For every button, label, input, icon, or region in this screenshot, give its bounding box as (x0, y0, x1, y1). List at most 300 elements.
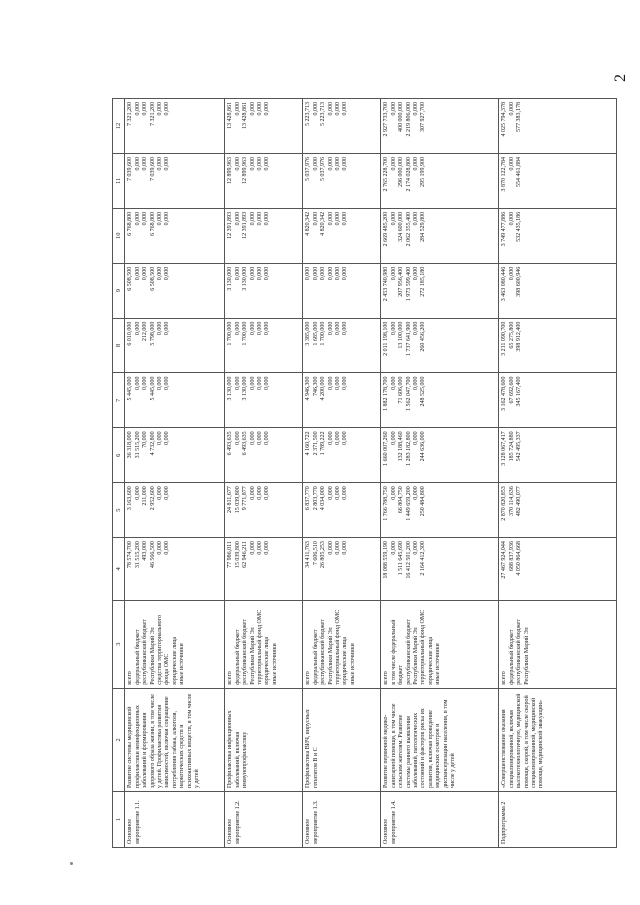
amount-value: 6 493,635 (227, 431, 234, 456)
funding-source-label: республиканский бюджет Республики Марий Эл (405, 619, 420, 685)
funding-source-label: иные источники (349, 643, 356, 685)
column-header: 2 (113, 688, 125, 791)
amount-cell (499, 99, 617, 154)
amount-value: 0,000 (164, 156, 171, 171)
amount-value: 6 493,635 (242, 431, 249, 456)
amount-value: 2 219 806,000 (405, 102, 412, 137)
amount-value: 0,000 (134, 102, 141, 116)
column-header: 10 (113, 208, 125, 263)
amount-value: 0,000 (249, 486, 256, 500)
amount-value: 542 495,337 (516, 431, 523, 462)
row-program-name: Развитие первичной медико-санитарной помощи, в том числе сельским жителям. Развитие системы раннего выявления заболеваний, патологических состояний и факторов риска их развития, включая проведение медицинских осмотров и диспансеризации населения, в том числе у детей (381, 688, 499, 791)
amount-value: 12 391,893 (242, 211, 249, 239)
funding-source-label: иные источники (435, 643, 442, 685)
row-status: Основное мероприятие 1.1. (125, 792, 225, 848)
amount-value: 0,000 (257, 486, 264, 500)
amount-value: 0,000 (312, 102, 319, 116)
amount-value: 0,000 (264, 431, 271, 445)
table-row (125, 99, 225, 848)
amount-value: 0,000 (335, 321, 342, 336)
amount-value: 0,000 (164, 102, 171, 116)
row-program-name: Профилактика инфекционных заболеваний, включая иммунопрофилактику (225, 688, 303, 791)
amount-value: 3 162 478,600 (501, 376, 508, 411)
amount-value: 0,000 (305, 266, 312, 281)
amount-value: 250 484,800 (420, 486, 427, 517)
amount-value: 0,000 (142, 211, 149, 226)
amount-value: 0,000 (335, 541, 342, 555)
amount-value: 0,000 (312, 156, 319, 171)
amount-value: 36 318,000 (127, 431, 134, 459)
table-body (125, 99, 617, 848)
amount-value: 0,000 (264, 266, 271, 281)
amount-value: 0,000 (134, 266, 141, 281)
amount-value: 295 199,900 (420, 156, 427, 187)
amount-value: 12 899,963 (242, 156, 249, 184)
amount-cell (303, 153, 381, 208)
amount-value: 16 412 501,200 (405, 541, 412, 579)
row-program-name: Развитие системы медицинской профилактики неинфекционных заболеваний и формирования здорового образа жизни, в том числе у детей. Профилактика развития зависимостей, включая сокращение потребления табака, алкоголя, наркотических средств и психоактивных веществ, в том числе у детей (125, 688, 225, 791)
amount-value: 4 820,342 (305, 211, 312, 236)
amount-value: 13 428,861 (242, 102, 249, 129)
funding-source-label: всего (501, 671, 508, 685)
funding-source-label: средства территориального фонда ОМС (157, 615, 171, 685)
amount-value: 0,000 (264, 211, 271, 226)
amount-value: 482 490,077 (516, 486, 523, 517)
amount-cell (381, 318, 499, 373)
amount-value: 207 956,400 (398, 266, 405, 297)
funding-source-label: всего (227, 671, 234, 685)
amount-value: 0,000 (164, 486, 171, 500)
amount-value: 31 515,200 (134, 431, 141, 459)
funding-source-label: всего (127, 671, 134, 685)
amount-value: 4 200,000 (320, 376, 327, 401)
amount-value: 746,300 (312, 376, 319, 396)
row-funding-sources (125, 600, 225, 688)
amount-value: 0,000 (327, 102, 334, 116)
amount-value: 0,000 (264, 102, 271, 116)
amount-value: 0,000 (413, 266, 420, 281)
amount-value: 0,000 (327, 156, 334, 171)
amount-value: 0,000 (335, 431, 342, 445)
amount-value: 0,000 (390, 102, 397, 116)
amount-value: 0,000 (134, 376, 141, 390)
amount-value: 244 636,000 (420, 431, 427, 462)
amount-value: 0,000 (390, 376, 397, 390)
amount-value: 0,000 (157, 102, 164, 116)
amount-value: 0,000 (234, 431, 241, 445)
amount-value: 0,000 (257, 431, 264, 445)
amount-value: 4 946,300 (305, 376, 312, 401)
amount-value: 5 037,976 (305, 156, 312, 181)
row-funding-sources (381, 600, 499, 688)
amount-value: 2 927 733,700 (383, 102, 390, 137)
amount-value: 0,000 (413, 156, 420, 171)
budget-table (112, 98, 617, 848)
funding-source-label: всего (305, 671, 312, 685)
amount-value: 0,000 (134, 486, 141, 500)
amount-value: 0,000 (157, 266, 164, 281)
amount-value: 0,000 (134, 321, 141, 336)
amount-value: 3 163,600 (127, 486, 134, 511)
amount-cell (225, 373, 303, 428)
amount-value: 7 321,200 (127, 102, 134, 126)
amount-value: 0,000 (335, 266, 342, 281)
amount-value: 0,000 (249, 266, 256, 281)
amount-value: 688 837,936 (508, 541, 515, 572)
amount-value: 554 461,884 (516, 156, 523, 187)
amount-cell (499, 208, 617, 263)
amount-value: 2 062 355,400 (405, 211, 412, 247)
amount-cell (225, 263, 303, 318)
amount-cell (381, 208, 499, 263)
amount-value: 0,000 (249, 102, 256, 116)
amount-value: 0,000 (157, 156, 164, 171)
amount-value: 0,000 (257, 376, 264, 390)
amount-cell (381, 99, 499, 154)
amount-value: 0,000 (164, 541, 171, 555)
amount-value: 3 385,000 (305, 321, 312, 346)
amount-value: 0,000 (335, 102, 342, 116)
amount-value: 0,000 (342, 431, 349, 445)
amount-value: 34 411,763 (305, 541, 312, 568)
amount-value: 0,000 (508, 156, 515, 171)
amount-value: 398 912,400 (516, 321, 523, 352)
amount-value: 0,000 (508, 102, 515, 116)
amount-value: 398 600,946 (516, 266, 523, 297)
amount-value: 1 562 047,700 (405, 376, 412, 411)
funding-source-label: республиканский бюджет Республики Марий Эл (320, 619, 334, 685)
amount-value: 0,000 (335, 486, 342, 500)
amount-value: 0,000 (342, 541, 349, 555)
table-row (225, 99, 303, 848)
amount-cell (381, 428, 499, 483)
amount-value: 46 566,500 (149, 541, 156, 569)
funding-source-label: федеральный бюджет (134, 629, 141, 685)
amount-cell (381, 153, 499, 208)
row-status: Основное мероприятие 1.3. (303, 792, 381, 848)
amount-value: 0,000 (390, 266, 397, 281)
amount-value: 0,000 (157, 376, 164, 390)
amount-value: 4 732,800 (149, 431, 156, 456)
amount-cell (125, 318, 225, 373)
amount-value: 0,000 (327, 211, 334, 226)
amount-value: 4 820,342 (320, 211, 327, 236)
amount-cell (381, 483, 499, 538)
amount-value: 0,000 (257, 541, 264, 555)
amount-cell (303, 428, 381, 483)
amount-cell (499, 318, 617, 373)
amount-cell (125, 99, 225, 154)
amount-value: 27 467 924,044 (501, 541, 508, 579)
row-status: Подпрограмма 2 (499, 792, 617, 848)
amount-value: 0,000 (413, 486, 420, 500)
amount-value: 0,000 (342, 486, 349, 500)
header-row (113, 99, 125, 848)
amount-cell (225, 538, 303, 600)
amount-cell (303, 99, 381, 154)
amount-cell (499, 538, 617, 600)
amount-cell (225, 428, 303, 483)
amount-value: 71 606,000 (398, 376, 405, 404)
amount-value: 0,000 (234, 211, 241, 226)
amount-value: 370 114,636 (508, 486, 515, 517)
row-status: Основное мероприятие 1.2. (225, 792, 303, 848)
funding-source-label: всего (383, 671, 390, 685)
column-header: 3 (113, 600, 125, 688)
amount-cell (303, 373, 381, 428)
amount-cell (499, 373, 617, 428)
amount-value: 2 453 740,980 (383, 266, 390, 302)
amount-value: 0,000 (390, 156, 397, 171)
amount-value: 0,000 (249, 431, 256, 445)
funding-source-label: федеральный бюджет (312, 629, 319, 685)
amount-value: 12 391,893 (227, 211, 234, 239)
amount-value: 0,000 (249, 211, 256, 226)
amount-cell (125, 373, 225, 428)
amount-cell (225, 99, 303, 154)
amount-cell (125, 208, 225, 263)
amount-value: 0,000 (320, 266, 327, 281)
amount-value: 1 511 645,690 (398, 541, 405, 576)
amount-cell (125, 428, 225, 483)
amount-value: 0,000 (327, 486, 334, 500)
amount-value: 493,000 (142, 541, 149, 561)
amount-value: 18 088 559,190 (383, 541, 390, 579)
amount-value: 5 037,976 (320, 156, 327, 181)
amount-value: 0,000 (413, 376, 420, 390)
amount-value: 185 724,880 (508, 431, 515, 462)
amount-value: 7 606,510 (312, 541, 319, 566)
amount-value: 2 803,770 (312, 486, 319, 511)
amount-value: 2 371,500 (312, 431, 319, 456)
amount-value: 0,000 (164, 211, 171, 226)
amount-value: 6 768,800 (149, 211, 156, 236)
amount-value: 0,000 (413, 102, 420, 116)
table-row (499, 99, 617, 848)
amount-value: 212,000 (142, 321, 149, 342)
amount-value: 0,000 (327, 266, 334, 281)
row-program-name: Профилактика ВИЧ, вирусных гепатитов B и C (303, 688, 381, 791)
amount-value: 0,000 (413, 321, 420, 336)
amount-value: 1 700,000 (242, 321, 249, 346)
amount-value: 0,000 (335, 211, 342, 226)
amount-value: 0,000 (264, 486, 271, 500)
amount-value: 6 010,000 (127, 321, 134, 346)
column-header: 11 (113, 153, 125, 208)
column-header: 9 (113, 263, 125, 318)
amount-value: 1 789,222 (320, 431, 327, 456)
amount-value: 0,000 (157, 486, 164, 500)
funding-source-label: территориальный фонд ОМС (420, 609, 427, 685)
amount-value: 6 508,500 (127, 266, 134, 291)
amount-value: 284 529,800 (420, 211, 427, 242)
row-status: Основное мероприятие 1.4. (381, 792, 499, 848)
amount-value: 2 870 820,853 (501, 486, 508, 521)
amount-value: 3 463 080,446 (501, 266, 508, 302)
amount-value: 15 039,800 (234, 486, 241, 514)
page-number: 2 (612, 74, 629, 82)
amount-value: 0,000 (249, 156, 256, 171)
amount-cell (381, 373, 499, 428)
amount-value: 0,000 (134, 211, 141, 226)
amount-value: 0,000 (342, 211, 349, 226)
amount-cell (499, 428, 617, 483)
amount-value: 3 749 477,886 (501, 211, 508, 247)
amount-cell (499, 263, 617, 318)
amount-value: 0,000 (164, 266, 171, 281)
amount-value: 65 275,800 (508, 321, 515, 349)
amount-cell (125, 538, 225, 600)
amount-value: 2 011 198,100 (383, 321, 390, 356)
amount-value: 24 811,677 (227, 486, 234, 514)
amount-value: 0,000 (508, 266, 515, 281)
amount-value: 0,000 (157, 321, 164, 336)
funding-source-label: федеральный бюджет (508, 629, 515, 685)
amount-value: 0,000 (335, 376, 342, 390)
amount-value: 248 525,000 (420, 376, 427, 407)
amount-value: 0,000 (234, 266, 241, 281)
amount-value: 6 768,800 (127, 211, 134, 236)
amount-cell (381, 263, 499, 318)
amount-value: 5 798,000 (149, 321, 156, 346)
table-row (303, 99, 381, 848)
amount-value: 12 899,963 (227, 156, 234, 184)
column-header: 12 (113, 99, 125, 154)
amount-value: 0,000 (413, 431, 420, 445)
amount-value: 13 100,000 (398, 321, 405, 349)
amount-value: 0,000 (142, 376, 149, 390)
amount-value: 400 000,000 (398, 102, 405, 132)
amount-value: 0,000 (327, 376, 334, 390)
amount-value: 577 383,178 (516, 102, 523, 132)
amount-value: 0,000 (327, 541, 334, 555)
amount-value: 0,000 (390, 321, 397, 336)
row-funding-sources (303, 600, 381, 688)
amount-value: 0,000 (390, 486, 397, 500)
funding-source-label: в том числе федеральный бюджет (390, 619, 405, 685)
amount-value: 67 692,600 (508, 376, 515, 404)
amount-cell (303, 263, 381, 318)
amount-value: 3 130,000 (242, 376, 249, 401)
row-funding-sources (499, 600, 617, 688)
amount-value: 0,000 (264, 376, 271, 390)
amount-value: 272 185,180 (420, 266, 427, 297)
column-header: 5 (113, 483, 125, 538)
table-row (381, 99, 499, 848)
amount-cell (225, 318, 303, 373)
funding-source-label: иные источники (179, 643, 186, 685)
amount-value: 0,000 (164, 376, 171, 390)
funding-source-label: юридические лица (427, 636, 434, 685)
amount-value: 0,000 (342, 321, 349, 336)
amount-value: 1 700,000 (320, 321, 327, 346)
amount-value: 0,000 (335, 156, 342, 171)
funding-source-label: юридические лица (264, 636, 271, 685)
amount-cell (125, 263, 225, 318)
amount-cell (225, 483, 303, 538)
amount-value: 62 946,211 (242, 541, 249, 568)
amount-value: 26 805,253 (320, 541, 327, 569)
amount-value: 2 164 412,300 (420, 541, 427, 576)
amount-value: 324 600,000 (398, 211, 405, 242)
amount-value: 1 700,000 (227, 321, 234, 346)
column-header: 8 (113, 318, 125, 373)
amount-cell (125, 153, 225, 208)
amount-value: 5 223,713 (320, 102, 327, 126)
amount-value: 0,000 (264, 156, 271, 171)
amount-value: 70,000 (142, 431, 149, 448)
amount-value: 0,000 (257, 156, 264, 171)
amount-value: 296 000,000 (398, 156, 405, 187)
amount-value: 3 130,000 (242, 266, 249, 291)
amount-value: 77 986,011 (227, 541, 234, 568)
amount-value: 0,000 (257, 266, 264, 281)
amount-value: 4 034,000 (320, 486, 327, 511)
amount-value: 0,000 (413, 541, 420, 555)
amount-cell (225, 208, 303, 263)
column-header: 6 (113, 428, 125, 483)
amount-value: 1 766 788,750 (383, 486, 390, 521)
amount-value: 31 515,200 (134, 541, 141, 569)
amount-value: 0,000 (234, 321, 241, 336)
amount-value: 3 211 090,700 (501, 321, 508, 356)
amount-value: 3 130,000 (227, 376, 234, 401)
amount-cell (303, 208, 381, 263)
amount-value: 7 321,200 (149, 102, 156, 126)
amount-value: 0,000 (342, 266, 349, 281)
amount-value: 3 128 067,417 (501, 431, 508, 466)
amount-value: 78 574,700 (127, 541, 134, 569)
amount-cell (125, 483, 225, 538)
funding-source-label: территориальный фонд ОМС (335, 609, 342, 685)
amount-value: 0,000 (413, 211, 420, 226)
amount-value: 345 167,400 (516, 376, 523, 407)
amount-value: 1 660 007,260 (383, 431, 390, 466)
amount-value: 1 882 178,700 (383, 376, 390, 411)
amount-value: 0,000 (342, 156, 349, 171)
amount-value: 15 039,800 (234, 541, 241, 569)
amount-cell (303, 483, 381, 538)
scan-dot (70, 862, 73, 865)
funding-source-label: иные источники (271, 643, 278, 685)
amount-value: 2 174 028,800 (405, 156, 412, 192)
amount-value: 0,000 (249, 321, 256, 336)
amount-value: 0,000 (390, 211, 397, 226)
amount-value: 0,000 (342, 102, 349, 116)
amount-value: 211,000 (142, 486, 149, 506)
amount-value: 307 927,700 (420, 102, 427, 132)
amount-cell (499, 483, 617, 538)
amount-value: 7 039,600 (127, 156, 134, 181)
amount-value: 66 804,750 (398, 486, 405, 514)
amount-cell (381, 538, 499, 600)
amount-value: 0,000 (157, 211, 164, 226)
amount-value: 2 669 485,200 (383, 211, 390, 247)
amount-value: 0,000 (312, 266, 319, 281)
amount-cell (499, 153, 617, 208)
amount-value: 1 449 659,200 (405, 486, 412, 521)
amount-value: 132 188,460 (398, 431, 405, 462)
funding-source-label: республиканский бюджет Республики Марий Эл (242, 619, 256, 685)
funding-source-label: республиканский бюджет Республики Марий Эл (516, 619, 530, 685)
column-header: 7 (113, 373, 125, 428)
amount-value: 3 870 122,784 (501, 156, 508, 192)
amount-value: 2 952,600 (149, 486, 156, 511)
amount-value: 5 223,713 (305, 102, 312, 126)
row-program-name: «Совершенствование оказания специализированной, включая высокотехнологичную, медицинской помощи, скорой, в том числе скорой специализированной, медицинской помощи, медицинской эвакуации» (499, 688, 617, 791)
amount-value: 13 428,861 (227, 102, 234, 129)
amount-value: 0,000 (390, 431, 397, 445)
